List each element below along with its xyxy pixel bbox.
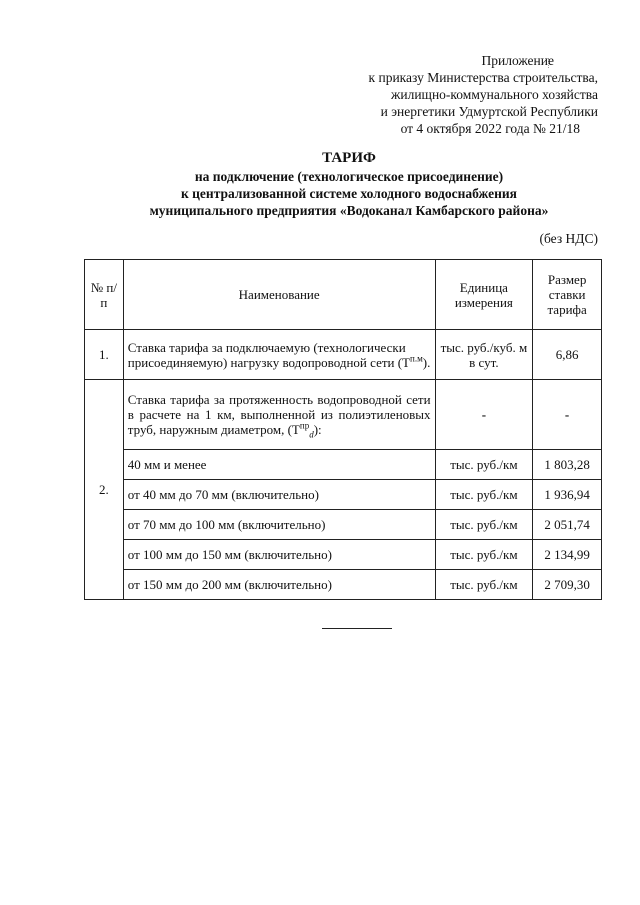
subrow-unit: тыс. руб./км [435,480,533,510]
table-subrow [85,510,602,540]
subrow-value: 1 936,94 [533,480,602,510]
subrow-unit: тыс. руб./км [435,450,533,480]
row-name: Ставка тарифа за протяженность водопроводной сети в расчете на 1 км, выполненной из полиэтиленовых труб, наружным диаметром, $(Т^{пр}_d)$: [123,380,435,450]
document-heading [84,150,614,219]
heading-line: к централизованной системе холодного водоснабжения [181,186,517,201]
row-value: - [533,380,602,450]
row-unit: - [435,380,533,450]
appendix-line: от 4 октября 2022 года № 21/18 [400,121,580,136]
document-title: ТАРИФ [322,150,376,166]
table-subrow [85,540,602,570]
subrow-name: 40 мм и менее [123,450,435,480]
vat-note: (без НДС) [539,231,598,246]
subrow-unit: тыс. руб./км [435,540,533,570]
table-subrow [85,480,602,510]
header-rate: Размер ставки тарифа [533,260,602,330]
table-header-row [85,260,602,330]
subrow-value: 2 709,30 [533,570,602,600]
table-row [85,380,602,450]
row-unit: тыс. руб./куб. м в сут. [435,330,533,380]
header-unit: Единица измерения [435,260,533,330]
appendix-line: Приложение [481,53,554,68]
row-name: Ставка тарифа за подключаемую (технологически присоединяемую) нагрузку водопроводной сети $(Т^{п.м})$. [123,330,435,380]
closing-rule [322,628,392,629]
appendix-block [298,52,598,137]
subrow-name: от 100 мм до 150 мм (включительно) [123,540,435,570]
appendix-line: к приказу Министерства строительства, [368,70,598,85]
subrow-value: 2 051,74 [533,510,602,540]
heading-line: на подключение (технологическое присоединение) [194,169,504,184]
appendix-line: жилищно-коммунального хозяйства [391,87,598,102]
row-value: 6,86 [533,330,602,380]
table-row [85,330,602,380]
subrow-value: 2 134,99 [533,540,602,570]
subrow-unit: тыс. руб./км [435,510,533,540]
header-number: № п/п [85,260,124,330]
subrow-unit: тыс. руб./км [435,570,533,600]
table-subrow [85,450,602,480]
table-subrow [85,570,602,600]
header-name: Наименование [123,260,435,330]
tariff-table [84,259,602,600]
subrow-value: 1 803,28 [533,450,602,480]
subrow-name: от 40 мм до 70 мм (включительно) [123,480,435,510]
subrow-name: от 150 мм до 200 мм (включительно) [123,570,435,600]
row-number: 1. [85,330,124,380]
heading-line: муниципального предприятия «Водоканал Камбарского района» [149,203,549,218]
appendix-line: и энергетики Удмуртской Республики [380,104,598,119]
row-number: 2. [85,380,124,600]
subrow-name: от 70 мм до 100 мм (включительно) [123,510,435,540]
